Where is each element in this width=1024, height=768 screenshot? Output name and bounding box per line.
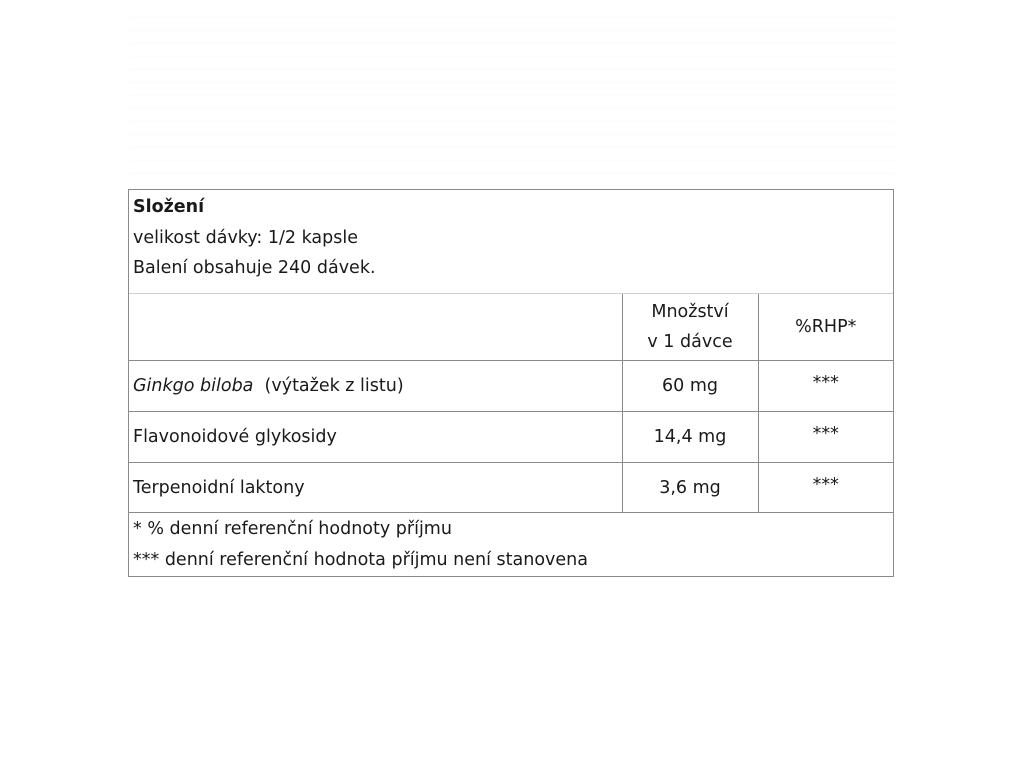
header-rhp: %RHP* <box>758 294 893 360</box>
ingredient-name-suffix: Flavonoidové glykosidy <box>133 426 337 447</box>
faded-background-text <box>130 6 895 178</box>
nutrition-label <box>128 189 894 577</box>
ingredient-rhp <box>758 360 893 411</box>
composition-title: Složení <box>133 197 205 217</box>
ingredient-name <box>129 411 622 462</box>
table-header-row <box>129 294 893 360</box>
table-row <box>129 462 893 513</box>
header-amount-line2: v 1 dávce <box>647 331 733 352</box>
ingredient-name-suffix: (výtažek z listu) <box>253 375 404 396</box>
label-header <box>129 190 893 294</box>
label-footnotes <box>129 512 893 576</box>
ingredient-amount: 60 mg <box>622 360 758 411</box>
ingredient-name <box>129 360 622 411</box>
ingredient-name <box>129 462 622 513</box>
ingredient-rhp <box>758 411 893 462</box>
rhp-stars: *** <box>812 474 839 495</box>
rhp-stars: *** <box>812 423 839 444</box>
header-amount <box>622 294 758 360</box>
table-row <box>129 360 893 411</box>
ingredients-table <box>129 294 893 513</box>
ingredient-amount: 3,6 mg <box>622 462 758 513</box>
package-info: Balení obsahuje 240 dávek. <box>133 258 376 278</box>
header-amount-line1: Množství <box>651 301 729 322</box>
table-row <box>129 411 893 462</box>
footnote-not-established: *** denní referenční hodnota příjmu není stanovena <box>133 550 588 570</box>
ingredient-amount: 14,4 mg <box>622 411 758 462</box>
rhp-stars: *** <box>812 372 839 393</box>
header-ingredient <box>129 294 622 360</box>
ingredient-name-suffix: Terpenoidní laktony <box>133 477 305 498</box>
ingredient-name-italic: Ginkgo biloba <box>133 375 254 396</box>
serving-size: velikost dávky: 1/2 kapsle <box>133 228 358 248</box>
ingredient-rhp <box>758 462 893 513</box>
footnote-rhp: * % denní referenční hodnoty příjmu <box>133 519 452 539</box>
